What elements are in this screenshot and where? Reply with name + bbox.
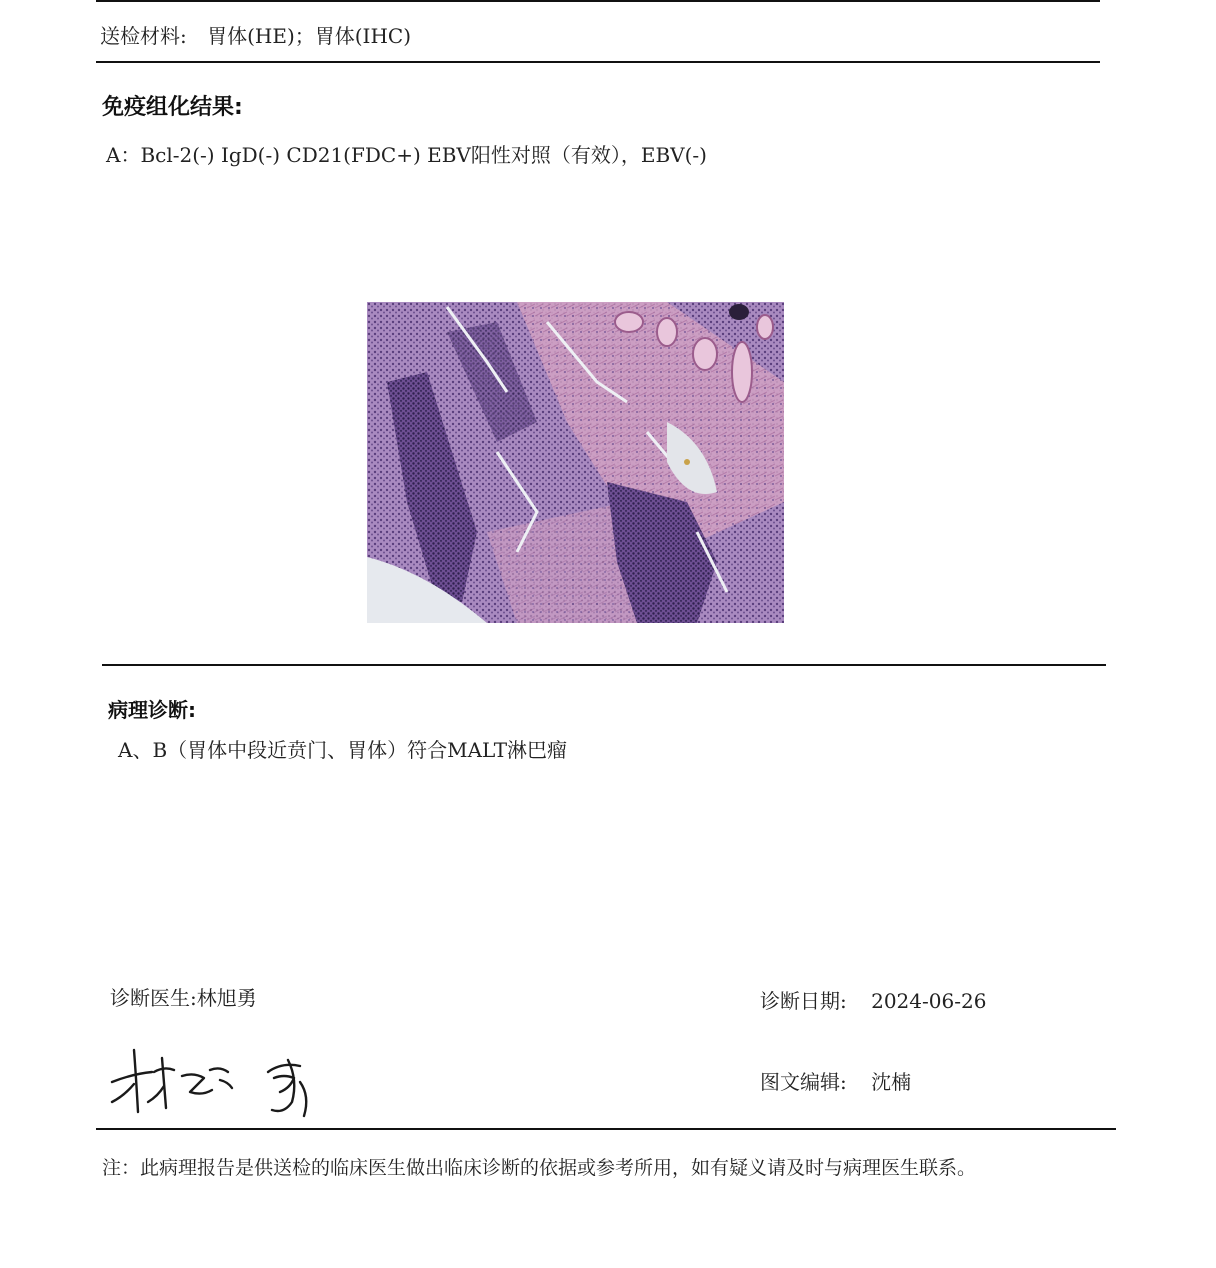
doctor-label: 诊断医生: — [110, 986, 197, 1010]
doctor-row — [110, 982, 257, 1011]
top-rule — [96, 0, 1100, 2]
ihc-heading: 免疫组化结果: — [102, 95, 243, 120]
diagnosis-text: A、B（胃体中段近贲门、胃体）符合MALT淋巴瘤 — [118, 738, 568, 762]
section-rule — [102, 664, 1106, 666]
editor-row — [760, 1066, 911, 1095]
date-label: 诊断日期: — [760, 989, 847, 1013]
footer-rule — [96, 1128, 1116, 1130]
handwritten-signature-icon — [104, 1036, 334, 1122]
editor-label: 图文编辑: — [760, 1070, 847, 1094]
diagnosis-heading: 病理诊断: — [108, 698, 196, 722]
he-stained-tissue-micrograph-icon — [367, 302, 784, 623]
date-value: 2024-06-26 — [871, 989, 987, 1013]
ihc-result: A：Bcl-2(-) IgD(-) CD21(FDC+) EBV阳性对照（有效），EBV(-) — [106, 143, 707, 167]
date-row — [760, 985, 986, 1014]
editor-name: 沈楠 — [871, 1070, 912, 1094]
specimen-value: 胃体(HE)；胃体(IHC) — [207, 24, 412, 48]
footer-note: 注：此病理报告是供送检的临床医生做出临床诊断的依据或参考所用，如有疑义请及时与病理医生联系。 — [102, 1157, 977, 1179]
doctor-name: 林旭勇 — [196, 986, 257, 1010]
specimen-label: 送检材料: — [100, 24, 187, 48]
specimen-row — [100, 20, 411, 49]
specimen-rule — [96, 61, 1100, 63]
